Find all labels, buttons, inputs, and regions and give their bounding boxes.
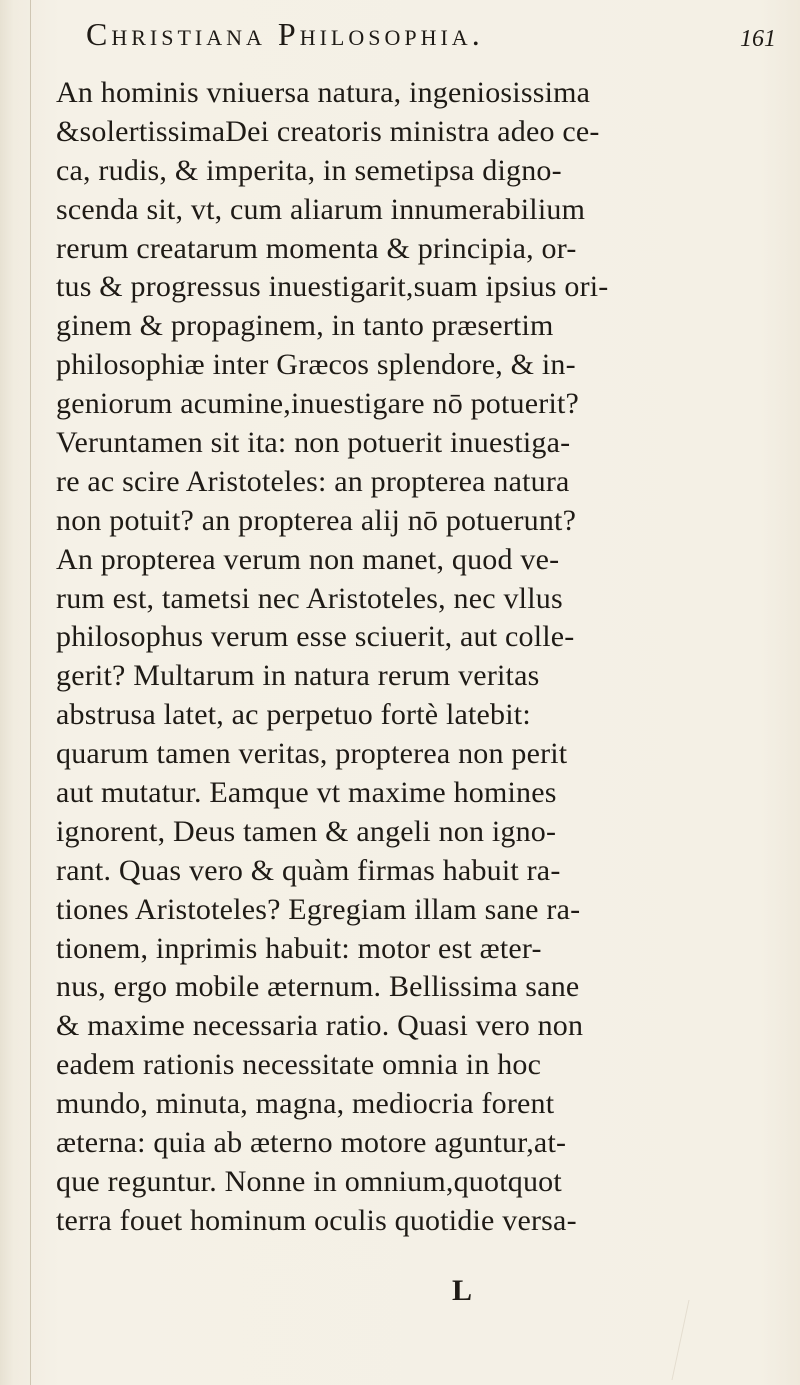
- text-line: mundo, minuta, magna, mediocria forent: [56, 1087, 555, 1121]
- text-line: que reguntur. Nonne in omnium,quotquot: [56, 1164, 562, 1198]
- page-header: [86, 16, 776, 56]
- page-number: 161: [740, 26, 776, 52]
- text-line: & maxime necessaria ratio. Quasi vero non: [56, 1009, 584, 1043]
- text-line: &solertissimaDei creatoris ministra adeo ce-: [56, 114, 600, 148]
- text-line: gerit? Multarum in natura rerum veritas: [56, 659, 540, 693]
- text-line: geniorum acumine,inuestigare nō potuerit?: [56, 387, 580, 421]
- running-title: Christiana Philosophia.: [86, 16, 484, 52]
- text-line: Veruntamen sit ita: non potuerit inuestiga-: [56, 426, 571, 460]
- text-line: rum est, tametsi nec Aristoteles, nec vllus: [56, 581, 563, 615]
- text-line: An hominis vniuersa natura, ingeniosissima: [56, 76, 591, 109]
- text-line: scenda sit, vt, cum aliarum innumerabilium: [56, 192, 586, 226]
- signature-mark: L: [452, 1274, 473, 1307]
- text-line: ginem & propaginem, in tanto præsertim: [56, 309, 554, 343]
- text-line: ignorent, Deus tamen & angeli non igno-: [56, 814, 557, 848]
- gutter-line: [30, 0, 31, 1385]
- text-line: ca, rudis, & imperita, in semetipsa digno-: [56, 153, 562, 187]
- paper-bleed-mark: [671, 1300, 749, 1380]
- text-line: tiones Aristoteles? Egregiam illam sane ra-: [56, 892, 581, 926]
- text-line: An propterea verum non manet, quod ve-: [56, 542, 560, 576]
- text-line: eadem rationis necessitate omnia in hoc: [56, 1048, 542, 1082]
- text-line: non potuit? an propterea alij nō potuerunt?: [56, 503, 577, 537]
- text-line: philosophus verum esse sciuerit, aut colle-: [56, 620, 575, 654]
- body-text: [56, 74, 796, 1241]
- text-line: aut mutatur. Eamque vt maxime homines: [56, 776, 557, 810]
- text-line: re ac scire Aristoteles: an propterea natura: [56, 464, 570, 498]
- text-line: philosophiæ inter Græcos splendore, & in-: [56, 348, 576, 382]
- text-line: rant. Quas vero & quàm firmas habuit ra-: [56, 853, 561, 887]
- text-line: nus, ergo mobile æternum. Bellissima sane: [56, 970, 580, 1004]
- text-line: tus & progressus inuestigarit,suam ipsius ori-: [56, 270, 609, 304]
- text-line: quarum tamen veritas, propterea non perit: [56, 737, 568, 771]
- text-line: tionem, inprimis habuit: motor est æter-: [56, 931, 542, 965]
- text-line: æterna: quia ab æterno motore aguntur,at-: [56, 1126, 567, 1160]
- text-line: abstrusa latet, ac perpetuo fortè latebit:: [56, 698, 531, 732]
- text-line: rerum creatarum momenta & principia, or-: [56, 231, 577, 265]
- text-line: terra fouet hominum oculis quotidie versa-: [56, 1203, 577, 1237]
